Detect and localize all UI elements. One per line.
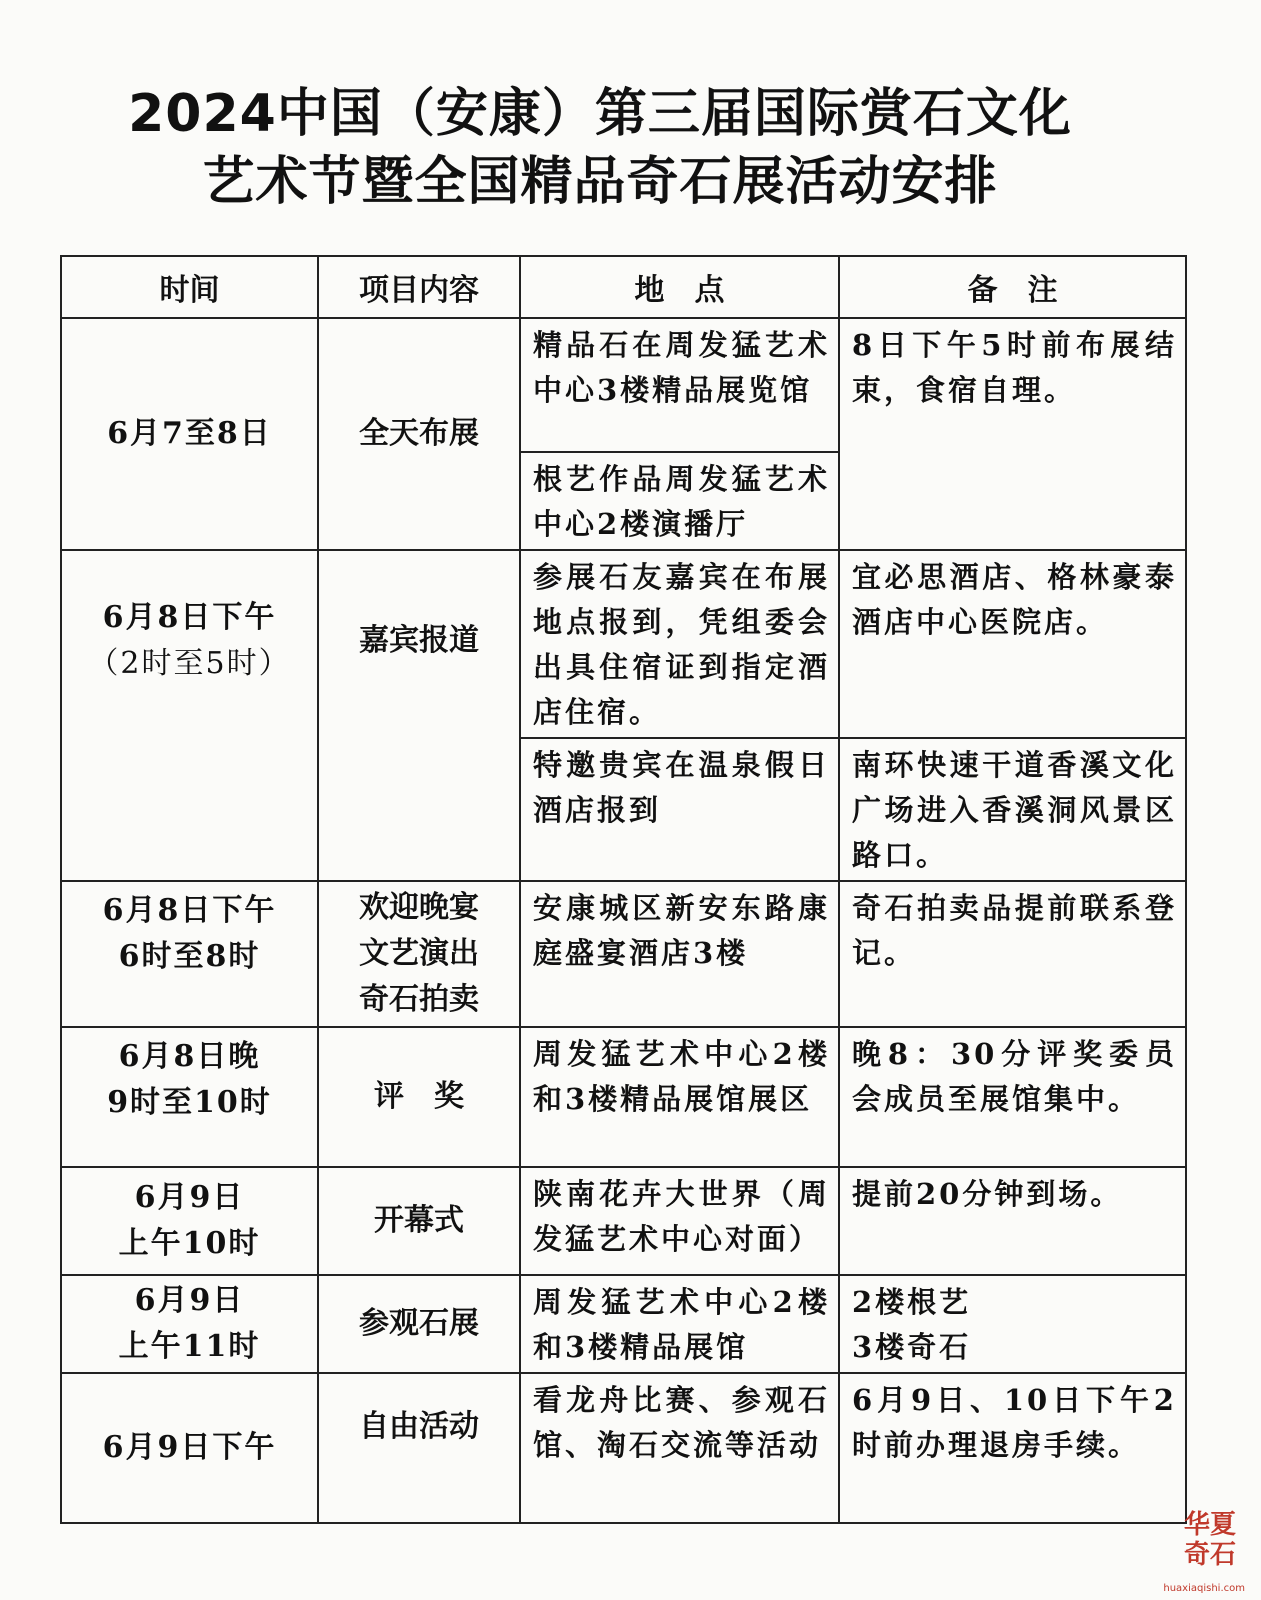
time-line: 上午11时 — [118, 1329, 261, 1364]
time-line: （2时至5时） — [88, 645, 291, 681]
time-line: 6月8日晚 — [118, 1039, 261, 1074]
note-line: 2楼根艺 — [852, 1285, 972, 1319]
time-cell — [61, 1167, 318, 1275]
item-label: 嘉宾报道 — [359, 622, 479, 658]
place-cell: 安康城区新安东路康庭盛宴酒店3楼 — [520, 881, 839, 1027]
place-cell: 参展石友嘉宾在布展地点报到，凭组委会出具住宿证到指定酒店住宿。 — [520, 550, 839, 738]
place-cell: 看龙舟比赛、参观石馆、淘石交流等活动 — [520, 1373, 839, 1523]
table-row — [61, 550, 1186, 738]
note-cell: 提前20分钟到场。 — [839, 1167, 1186, 1275]
item-cell: 评 奖 — [318, 1027, 520, 1167]
note-cell: 晚8：30分评奖委员会成员至展馆集中。 — [839, 1027, 1186, 1167]
item-cell: 开幕式 — [318, 1167, 520, 1275]
item-cell — [318, 881, 520, 1027]
time-cell — [61, 881, 318, 1027]
note-cell — [839, 1275, 1186, 1373]
place-cell: 特邀贵宾在温泉假日酒店报到 — [520, 738, 839, 881]
page-title-line-1: 2024中国（安康）第三届国际赏石文化 — [128, 84, 1072, 144]
time-cell: 6月7至8日 — [61, 318, 318, 550]
item-cell: 自由活动 — [318, 1373, 520, 1523]
time-cell — [61, 1027, 318, 1167]
time-line: 6月8日下午 — [102, 893, 277, 928]
item-line: 奇石拍卖 — [359, 982, 479, 1017]
item-cell — [318, 550, 520, 881]
time-line: 上午10时 — [118, 1226, 261, 1261]
page-title-line-2: 艺术节暨全国精品奇石展活动安排 — [202, 152, 998, 212]
header-note: 备 注 — [839, 256, 1186, 318]
watermark-logo: 华夏奇石 — [1183, 1510, 1236, 1570]
note-cell: 6月9日、10日下午2时前办理退房手续。 — [839, 1373, 1186, 1523]
table-row — [61, 1373, 1186, 1523]
time-line: 6月8日下午 — [102, 599, 277, 635]
time-line: 6月9日 — [134, 1283, 245, 1318]
time-cell — [61, 1275, 318, 1373]
table-row — [61, 881, 1186, 1027]
item-cell: 参观石展 — [318, 1275, 520, 1373]
note-cell: 宜必思酒店、格林豪泰酒店中心医院店。 — [839, 550, 1186, 738]
note-cell: 8日下午5时前布展结束，食宿自理。 — [839, 318, 1186, 550]
time-cell: 6月9日下午 — [61, 1373, 318, 1523]
note-cell: 奇石拍卖品提前联系登记。 — [839, 881, 1186, 1027]
header-time: 时间 — [61, 256, 318, 318]
time-line: 6时至8时 — [118, 939, 261, 974]
time-line: 6月9日 — [134, 1180, 245, 1215]
place-cell: 精品石在周发猛艺术中心3楼精品展览馆 — [520, 318, 839, 452]
table-header-row — [61, 256, 1186, 318]
header-item: 项目内容 — [318, 256, 520, 318]
watermark-url: huaxiaqishi.com — [1163, 1583, 1245, 1594]
place-cell: 根艺作品周发猛艺术中心2楼演播厅 — [520, 452, 839, 550]
item-cell: 全天布展 — [318, 318, 520, 550]
item-line: 欢迎晚宴 — [359, 890, 479, 925]
header-place: 地 点 — [520, 256, 839, 318]
note-line: 3楼奇石 — [852, 1330, 972, 1364]
table-row — [61, 318, 1186, 452]
place-cell: 周发猛艺术中心2楼和3楼精品展馆 — [520, 1275, 839, 1373]
table-row — [61, 1027, 1186, 1167]
time-cell — [61, 550, 318, 881]
item-line: 文艺演出 — [359, 936, 479, 971]
place-cell: 周发猛艺术中心2楼和3楼精品展馆展区 — [520, 1027, 839, 1167]
table-row — [61, 1275, 1186, 1373]
time-line: 9时至10时 — [107, 1085, 272, 1120]
schedule-table — [60, 255, 1187, 1524]
place-cell: 陕南花卉大世界（周发猛艺术中心对面） — [520, 1167, 839, 1275]
note-cell: 南环快速干道香溪文化广场进入香溪洞风景区路口。 — [839, 738, 1186, 881]
table-row — [61, 1167, 1186, 1275]
